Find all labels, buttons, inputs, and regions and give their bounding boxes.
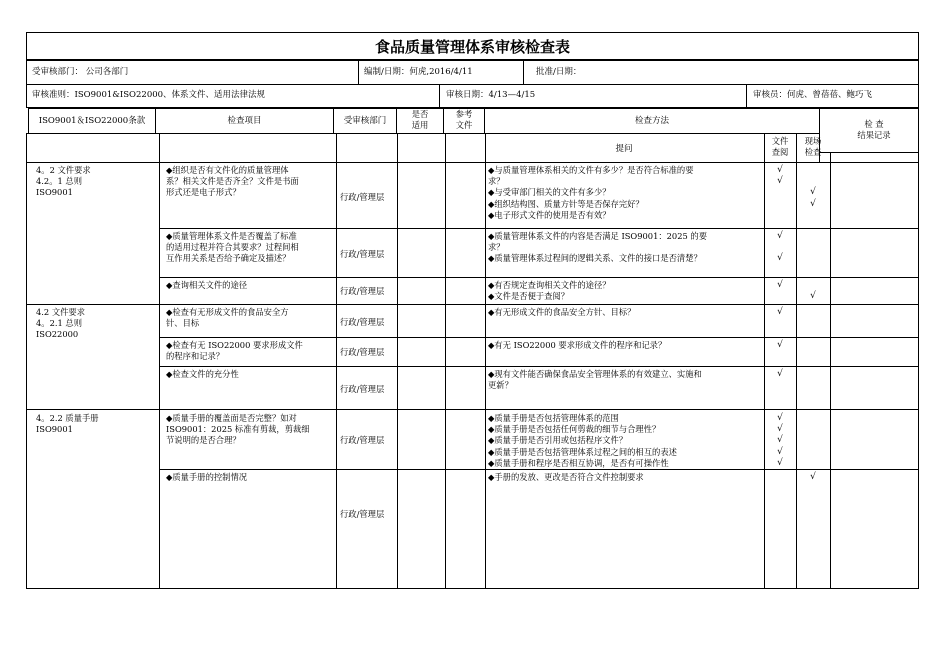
header-result-label: 检 查 结果记录 — [857, 119, 891, 141]
editor-date: 编制/日期：何虎,2016/4/11 — [364, 67, 473, 77]
doc-check: √ — [777, 280, 783, 290]
site-check: √ — [810, 291, 816, 302]
item-cell: ◆质量手册的覆盖面是否完整？如对 ISO9001：2025 标准有剪裁，剪裁细 节说明的是否合理？ — [166, 413, 310, 446]
item-cell: ◆检查文件的充分性 — [166, 369, 239, 379]
site-check: √ — [810, 472, 816, 482]
auditors: 审核员：何虎、曾蓓蓓、鲍巧飞 — [753, 90, 873, 100]
question-cell: ◆质量手册是否包括管理体系的范围 ◆质量手册是否包括任何剪裁的细节与合理性？ ◆质量手册是否引用或包括程序文件？ ◆质量手册是否包括管理体系过程之间的相互的表述 ◆质量手册和程序是否相互协调，是否有可操作性 — [488, 413, 677, 468]
dept-cell: 行政/管理层 — [340, 384, 385, 394]
item-cell: ◆质量手册的控制情况 — [166, 472, 248, 482]
header-clause-label: ISO9001＆ISO22000条款 — [38, 116, 146, 126]
header-ref-label: 参考 文件 — [455, 109, 473, 131]
doc-check: √ √ — [777, 165, 783, 187]
audited-dept: 受审核部门： 公司各部门 — [32, 67, 129, 77]
dept-cell: 行政/管理层 — [340, 317, 385, 327]
question-cell: ◆现有文件能否确保食品安全管理体系的有效建立、实施和 更新？ — [488, 369, 702, 391]
page-title: 食品质量管理体系审核检查表 — [26, 32, 919, 60]
question-cell: ◆有无 ISO22000 要求形成文件的程序和记录？ — [488, 340, 667, 350]
clause-cell: 4。2.2 质量手册 ISO9001 — [36, 413, 99, 435]
question-cell: ◆与质量管理体系相关的文件有多少？是否符合标准的要 求？ ◆与受审部门相关的文件有多少？ ◆组织结构图、质量方针等是否保存完好？ ◆电子形式文件的使用是否有效？ — [488, 165, 694, 220]
header-method-label: 检查方法 — [634, 116, 669, 126]
question-cell: ◆质量管理体系文件的内容是否满足 ISO9001：2025 的要 求？ ◆质量管理体系过程间的逻辑关系、文件的接口是否清楚？ — [488, 231, 707, 264]
item-cell: ◆查询相关文件的途径 — [166, 280, 248, 290]
site-check: √ √ — [810, 187, 816, 209]
doc-check: √ — [777, 340, 783, 350]
dept-cell: 行政/管理层 — [340, 286, 385, 296]
header-question-label: 提问 — [615, 144, 633, 154]
clause-cell: 4.2 文件要求 4。2.1 总则 ISO22000 — [36, 307, 86, 340]
clause-cell: 4。2 文件要求 4.2。1 总则 ISO9001 — [36, 165, 91, 198]
dept-cell: 行政/管理层 — [340, 347, 385, 357]
item-cell: ◆检查有无形成文件的食品安全方 针、目标 — [166, 307, 289, 329]
doc-check: √ √ — [777, 231, 783, 264]
question-cell: ◆有否规定查询相关文件的途径？ ◆文件是否便于查阅？ — [488, 280, 611, 302]
item-cell: ◆检查有无 ISO22000 要求形成文件 的程序和记录？ — [166, 340, 303, 362]
question-cell: ◆手册的发放、更改是否符合文件控制要求 — [488, 472, 644, 482]
header-applicable-label: 是否 适用 — [411, 109, 429, 131]
doc-check: √ — [777, 307, 783, 317]
question-cell: ◆有无形成文件的食品安全方针、目标？ — [488, 307, 636, 317]
dept-cell: 行政/管理层 — [340, 192, 385, 202]
header-dept-label: 受审核部门 — [343, 116, 387, 126]
header-onsite-label: 现场 检查 — [804, 136, 822, 158]
item-cell: ◆质量管理体系文件是否覆盖了标准 的适用过程并符合其要求？过程间相 互作用关系是否给予确定及描述？ — [166, 231, 299, 264]
header-doc-review-label: 文件 查阅 — [771, 136, 789, 158]
dept-cell: 行政/管理层 — [340, 509, 385, 519]
header-item-label: 检查项目 — [227, 116, 262, 126]
item-cell: ◆组织是否有文件化的质量管理体 系？相关文件是否齐全？文件是书面 形式还是电子形式？ — [166, 165, 299, 198]
audit-date: 审核日期：4/13—4/15 — [446, 90, 536, 100]
dept-cell: 行政/管理层 — [340, 249, 385, 259]
approve-date: 批准/日期： — [536, 67, 582, 77]
dept-cell: 行政/管理层 — [340, 435, 385, 445]
audit-criteria: 审核准则：ISO9001&ISO22000、体系文件、适用法律法规 — [32, 90, 266, 100]
doc-check: √ — [777, 369, 783, 379]
doc-check: √ √ √ √ √ — [777, 413, 783, 468]
